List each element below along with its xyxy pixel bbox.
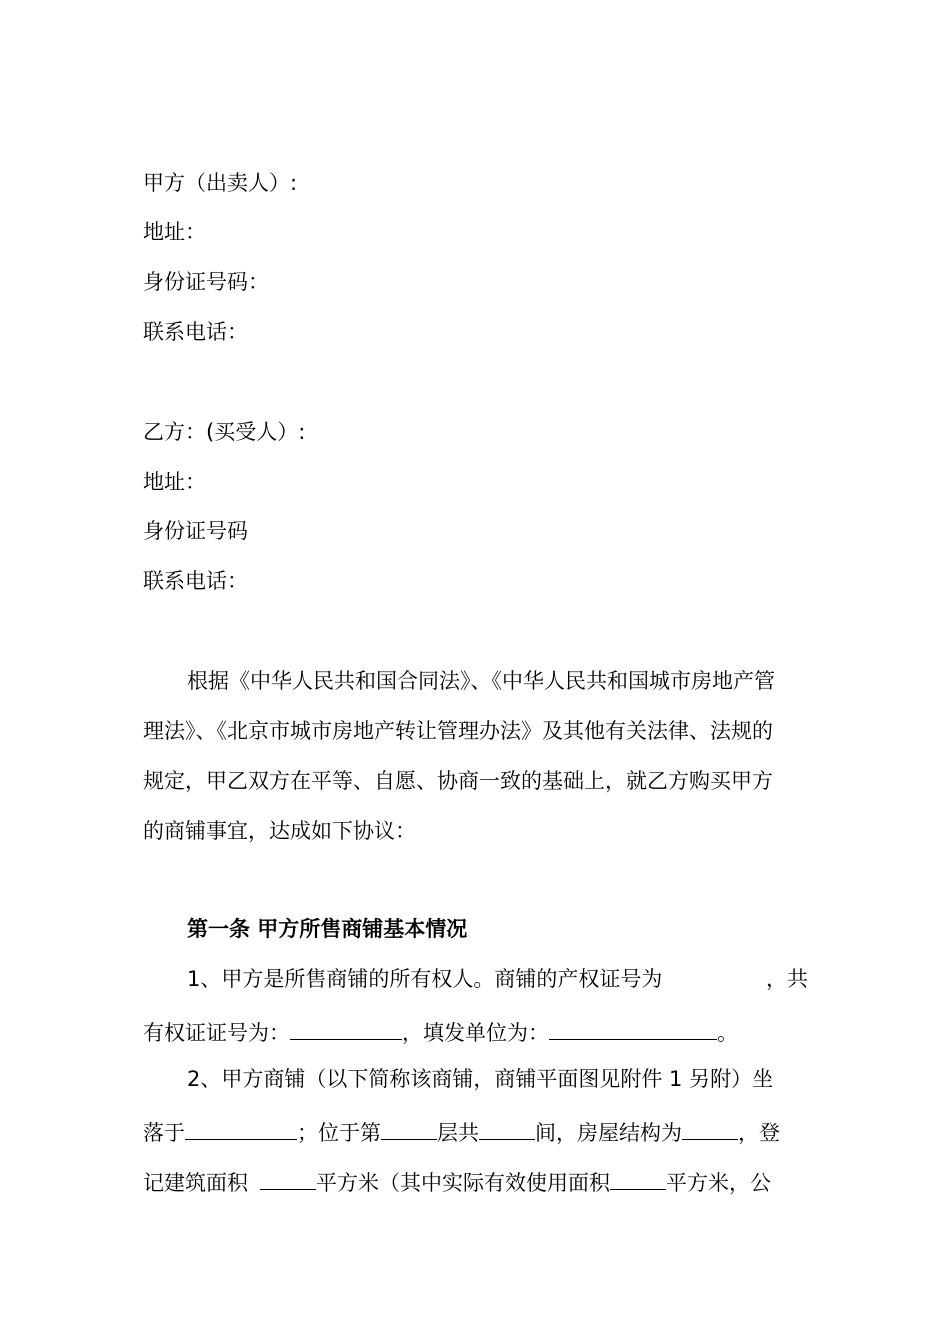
rooms-blank[interactable] [479,1115,535,1140]
cert-number-blank[interactable] [290,1015,402,1040]
party-a-title: 甲方（出卖人）: [143,171,298,195]
building-area-blank[interactable] [260,1165,316,1190]
item-2-area-label: 记建筑面积 [143,1171,248,1195]
item-1-text-end: ，共 [766,967,808,991]
item-2-structure-label: 间，房屋结构为 [535,1121,682,1145]
item-1-period: 。 [717,1021,738,1045]
article-1-heading: 第一条 甲方所售商铺基本情况 [187,917,468,941]
issuer-blank[interactable] [549,1015,717,1040]
party-a-id-label: 身份证号码： [143,270,269,294]
preamble-paragraph [143,667,808,867]
usable-area-blank[interactable] [610,1165,666,1190]
structure-blank[interactable] [682,1115,738,1140]
floor-blank[interactable] [381,1115,437,1140]
item-1-cert-label: 有权证证号为： [143,1021,290,1045]
item-2-located-label: 落于 [143,1121,185,1145]
item-2-line-end: ，登 [738,1121,780,1145]
item-2-line-tail: 平方米，公 [666,1171,771,1195]
location-blank[interactable] [185,1115,297,1140]
preamble-line-3: 规定，甲乙双方在平等、自愿、协商一致的基础上，就乙方购买甲方 [143,769,773,793]
party-b-phone-label: 联系电话： [143,569,248,593]
item-2-usable-label: 平方米（其中实际有效使用面积 [316,1171,610,1195]
item-1-text: 1、甲方是所售商铺的所有权人。商铺的产权证号为 [187,967,663,991]
preamble-line-2: 理法》、《北京市城市房地产转让管理办法》及其他有关法律、法规的 [143,719,773,743]
party-a-address-label: 地址： [143,220,206,244]
item-2-floor-label: ；位于第 [297,1121,381,1145]
party-b-address-label: 地址： [143,470,206,494]
party-a-phone-label: 联系电话： [143,320,248,344]
party-b-title: 乙方：(买受人）: [143,420,306,444]
item-1-issuer-label: ，填发单位为： [402,1021,549,1045]
item-2-rooms-label: 层共 [437,1121,479,1145]
item-2-text: 2、甲方商铺（以下简称该商铺，商铺平面图见附件 1 另附）坐 [187,1067,774,1091]
preamble-line-1: 根据《中华人民共和国合同法》、《中华人民共和国城市房地产管 [187,669,775,693]
party-b-id-label: 身份证号码 [143,519,248,543]
article-1-body [143,965,808,1215]
preamble-line-4: 的商铺事宜，达成如下协议： [143,819,416,843]
